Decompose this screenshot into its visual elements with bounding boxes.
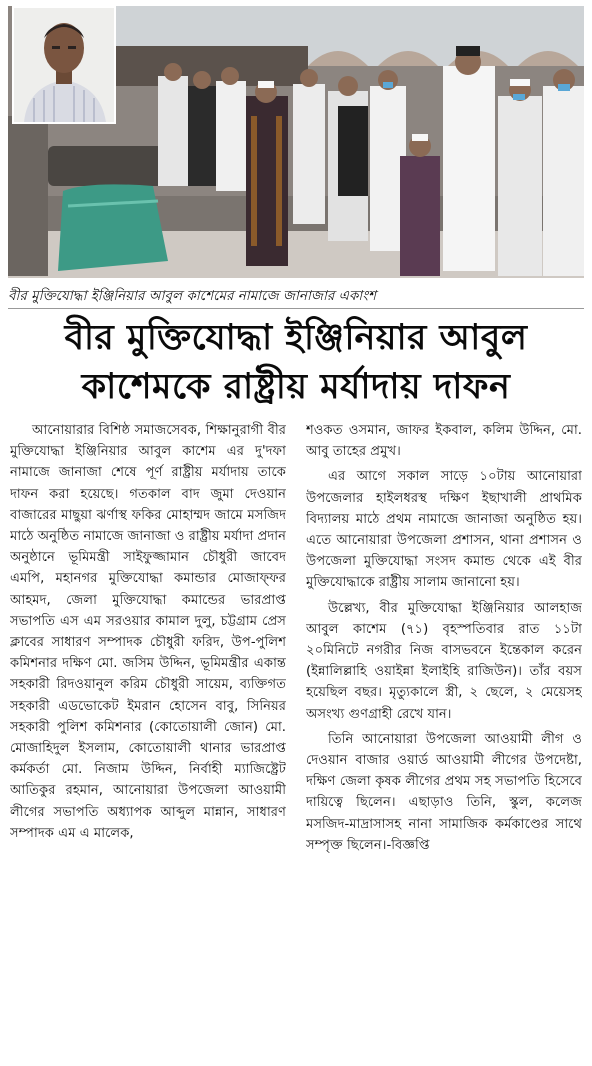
deceased-portrait (12, 6, 116, 124)
article-left-column (10, 420, 286, 1060)
headline-line-1: বীর মুক্তিযোদ্ধা ইঞ্জিনিয়ার আবুল (64, 318, 528, 358)
article-paragraph: উল্লেখ্য, বীর মুক্তিযোদ্ধা ইঞ্জিনিয়ার আলহাজ আবুল কাশেম (৭১) বৃহস্পতিবার রাত ১১টা ২০মিনিটে নগরীর নিজ বাসভবনে ইন্তেকাল করেন (ইন্নালিল্লাহি ওয়াইন্না ইলাইহি রাজিউন)। তাঁর বয়স হয়েছিল বছর। মৃত্যুকালে স্ত্রী, ২ ছেলে, ২ মেয়েসহ অসংখ্য গুণগ্রাহী রেখে যান। (306, 600, 582, 722)
article-right-column (306, 420, 582, 1060)
portrait-illustration (14, 8, 114, 122)
headline (8, 314, 584, 412)
article-paragraph: আনোয়ারার বিশিষ্ঠ সমাজসেবক, শিক্ষানুরাগী বীর মুক্তিযোদ্ধা ইঞ্জিনিয়ার আবুল কাশেম এর দু'দফা নামাজে জানাজা শেষে পূর্ণ রাষ্ট্রীয় মর্যাদায় তাকে দাফন করা হয়েছে। গতকাল বাদ জুমা দেওয়ান বাজারের মাছুয়া ঝর্ণাস্থ ফকির মোহাম্মদ জামে মসজিদ মাঠে অনুষ্ঠিত নামাজে জানাজা ও রাষ্ট্রীয় মর্যাদা প্রদান অনুষ্ঠানে ভূমিমন্ত্রী সাইফুজ্জামান চৌধুরী জাবেদ এমপি, মহানগর মুক্তিযোদ্ধা কমান্ডার মোজাফ্ফর আহমদ, জেলা মুক্তিযোদ্ধা কমান্ডের ভারপ্রাপ্ত সভাপতি এস এম সরওয়ার কামাল দুলু, চট্টগ্রাম প্রেস ক্লাবের সাধারণ সম্পাদক চৌধুরী ফরিদ, উপ-পুলিশ কমিশনার দক্ষিণ মো. জসিম উদ্দিন, ভূমিমন্ত্রীর একান্ত সহকারী রিদওয়ানুল করিম চৌধুরী সায়েম, ব্যক্তিগত সহকারী এডভোকেট ইমরান হোসেন বাবু, সিনিয়র সহকারী পুলিশ কমিশনার (কোতোয়ালী জোন) মো. মোজাহিদুল ইসলাম, কোতোয়ালী থানার ভারপ্রাপ্ত কর্মকর্তা মো. নিজাম উদ্দিন, নির্বাহী ম্যাজিষ্ট্রেট আতিকুর রহমান, আনোয়ারা উপজেলা আওয়ামী লীগের সভাপতি অধ্যাপক আব্দুল মান্নান, সাধারণ সম্পাদক এম এ মালেক, (10, 423, 286, 841)
article-body (10, 420, 582, 1060)
headline-line-2: কাশেমকে রাষ্ট্রীয় মর্যাদায় দাফন (81, 367, 511, 407)
photo-caption: বীর মুক্তিযোদ্ধা ইঞ্জিনিয়ার আবুল কাশেমের নামাজে জানাজার একাংশ (8, 284, 584, 309)
article-paragraph: শওকত ওসমান, জাফর ইকবাল, কলিম উদ্দিন, মো. আবু তাহের প্রমুখ। (306, 423, 582, 460)
funeral-prayer-photo (8, 6, 584, 278)
article-paragraph: তিনি আনোয়ারা উপজেলা আওয়ামী লীগ ও দেওয়ান বাজার ওয়ার্ড আওয়ামী লীগের উপদেষ্টা, দক্ষিণ জেলা কৃষক লীগের প্রথম সহ সভাপতি হিসেবে দায়িত্বে ছিলেন। এছাড়াও তিনি, স্কুল, কলেজ মসজিদ-মাদ্রাসাসহ নানা সামাজিক কর্মকাণ্ডের সাথে সম্পৃক্ত ছিলেন।-বিজ্ঞপ্তি (306, 731, 582, 853)
article-paragraph: এর আগে সকাল সাড়ে ১০টায় আনোয়ারা উপজেলার হাইলধরস্থ দক্ষিণ ইছাখালী প্রাথমিক বিদ্যালয় মাঠে প্রথম নামাজে জানাজা অনুষ্ঠিত হয়। এতে আনোয়ারা উপজেলা প্রশাসন, থানা প্রশাসন ও উপজেলা মুক্তিযোদ্ধা সংসদ কমান্ড থেকে এই বীর মুক্তিযোদ্ধাকে রাষ্ট্রীয় সালাম জানানো হয়। (306, 469, 582, 591)
